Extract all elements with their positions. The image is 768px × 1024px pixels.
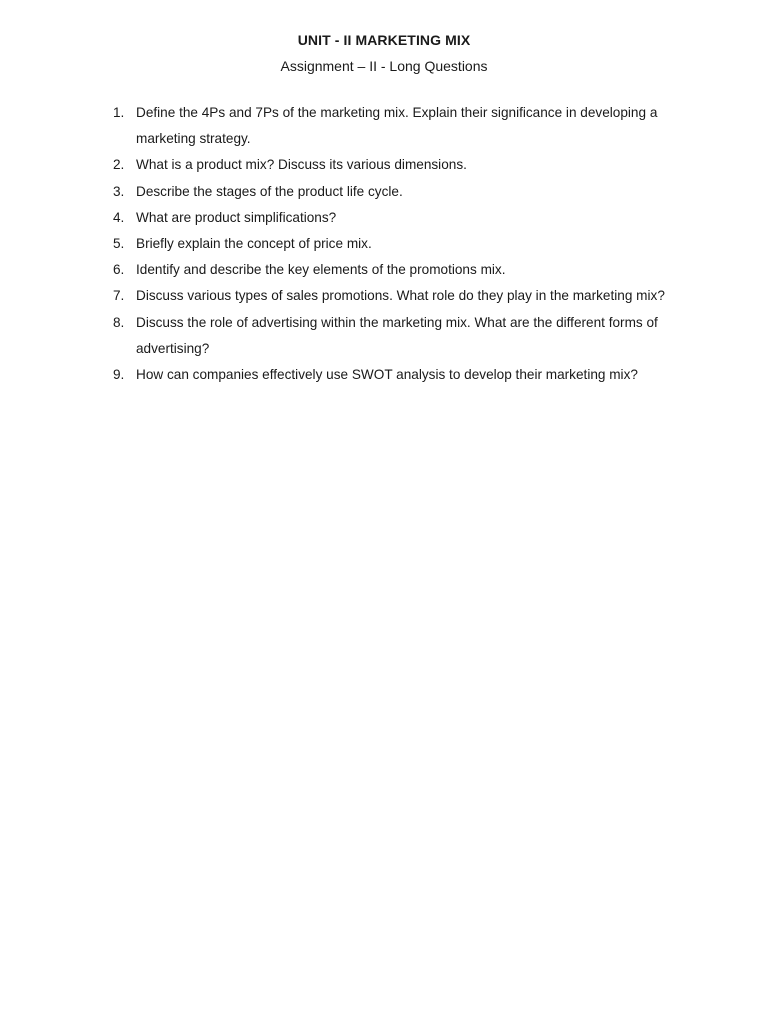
question-number: 7. <box>113 288 125 304</box>
list-item <box>108 205 688 231</box>
list-item <box>108 179 688 205</box>
question-text: Discuss the role of advertising within the marketing mix. What are the different forms of advertising? <box>136 314 658 356</box>
question-number: 5. <box>113 236 125 252</box>
question-number: 1. <box>113 105 125 120</box>
question-number: 2. <box>113 157 125 173</box>
question-text: What is a product mix? Discuss its various dimensions. <box>136 157 467 173</box>
question-number: 3. <box>113 183 125 199</box>
question-number: 9. <box>113 367 125 383</box>
list-item <box>108 362 688 388</box>
list-item <box>108 283 688 309</box>
question-text: Identify and describe the key elements of the promotions mix. <box>136 262 506 278</box>
question-number: 8. <box>113 314 125 330</box>
list-item <box>108 100 688 152</box>
page-title: UNIT - II MARKETING MIX <box>297 32 471 48</box>
list-item <box>108 152 688 178</box>
question-text: Define the 4Ps and 7Ps of the marketing mix. Explain their significance in developing a marketing strategy. <box>136 105 658 147</box>
question-text: How can companies effectively use SWOT analysis to develop their marketing mix? <box>136 367 638 383</box>
list-item <box>108 310 688 362</box>
list-item <box>108 257 688 283</box>
question-list <box>108 100 688 388</box>
list-item <box>108 231 688 257</box>
question-text: What are product simplifications? <box>136 209 337 225</box>
question-text: Briefly explain the concept of price mix. <box>136 236 372 252</box>
question-text: Describe the stages of the product life cycle. <box>136 183 403 199</box>
question-number: 6. <box>113 262 125 278</box>
question-text: Discuss various types of sales promotions. What role do they play in the marketing mix? <box>136 288 665 304</box>
question-number: 4. <box>113 209 125 225</box>
page-subtitle: Assignment – II - Long Questions <box>280 58 488 74</box>
